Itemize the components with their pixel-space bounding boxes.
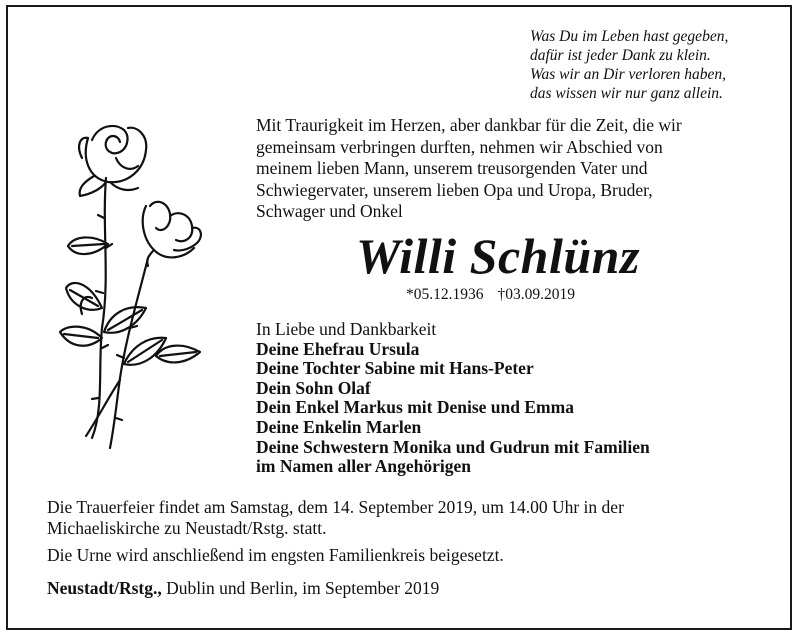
life-dates (406, 286, 575, 304)
urn-note: Die Urne wird anschließend im engsten Familienkreis beigesetzt. (47, 545, 504, 565)
intro-line: meinem lieben Mann, unserem treusorgenden Vater und (256, 158, 648, 178)
family-list (256, 320, 650, 477)
intro-line: Schwager und Onkel (256, 201, 403, 221)
intro-text (256, 115, 776, 223)
poem-line: dafür ist jeder Dank zu klein. (530, 47, 711, 64)
family-member: Deine Schwestern Monika und Gudrun mit Familien (256, 436, 650, 457)
family-member: im Namen aller Angehörigen (256, 456, 472, 477)
rose-icon (58, 118, 218, 458)
poem-line: Was wir an Dir verloren haben, (530, 66, 727, 83)
family-member: Deine Enkelin Marlen (256, 416, 422, 437)
service-line: Die Trauerfeier findet am Samstag, dem 14. September 2019, um 14.00 Uhr in der (47, 497, 624, 517)
closing-place: Neustadt/Rstg., (47, 578, 162, 598)
family-member: Deine Tochter Sabine mit Hans-Peter (256, 358, 534, 379)
service-info (47, 497, 624, 599)
intro-line: Mit Traurigkeit im Herzen, aber dankbar für die Zeit, die wir (256, 115, 682, 135)
poem-line: das wissen wir nur ganz allein. (530, 85, 723, 102)
intro-line: gemeinsam verbringen durften, nehmen wir Abschied von (256, 136, 663, 157)
birth-date: *05.12.1936 (406, 286, 484, 303)
closing-rest: Dublin und Berlin, im September 2019 (161, 578, 440, 598)
family-member: Dein Sohn Olaf (256, 377, 371, 398)
family-member: Deine Ehefrau Ursula (256, 338, 420, 359)
poem-line: Was Du im Leben hast gegeben, (530, 28, 729, 45)
death-date: †03.09.2019 (497, 286, 575, 303)
memorial-poem (530, 27, 728, 103)
intro-line: Schwiegervater, unserem lieben Opa und Uropa, Bruder, (256, 179, 653, 200)
deceased-name: Willi Schlünz (356, 228, 640, 284)
closing-line (47, 578, 624, 599)
family-member: Dein Enkel Markus mit Denise und Emma (256, 397, 574, 418)
family-intro: In Liebe und Dankbarkeit (256, 319, 437, 339)
service-line: Michaeliskirche zu Neustadt/Rstg. statt. (47, 518, 327, 538)
